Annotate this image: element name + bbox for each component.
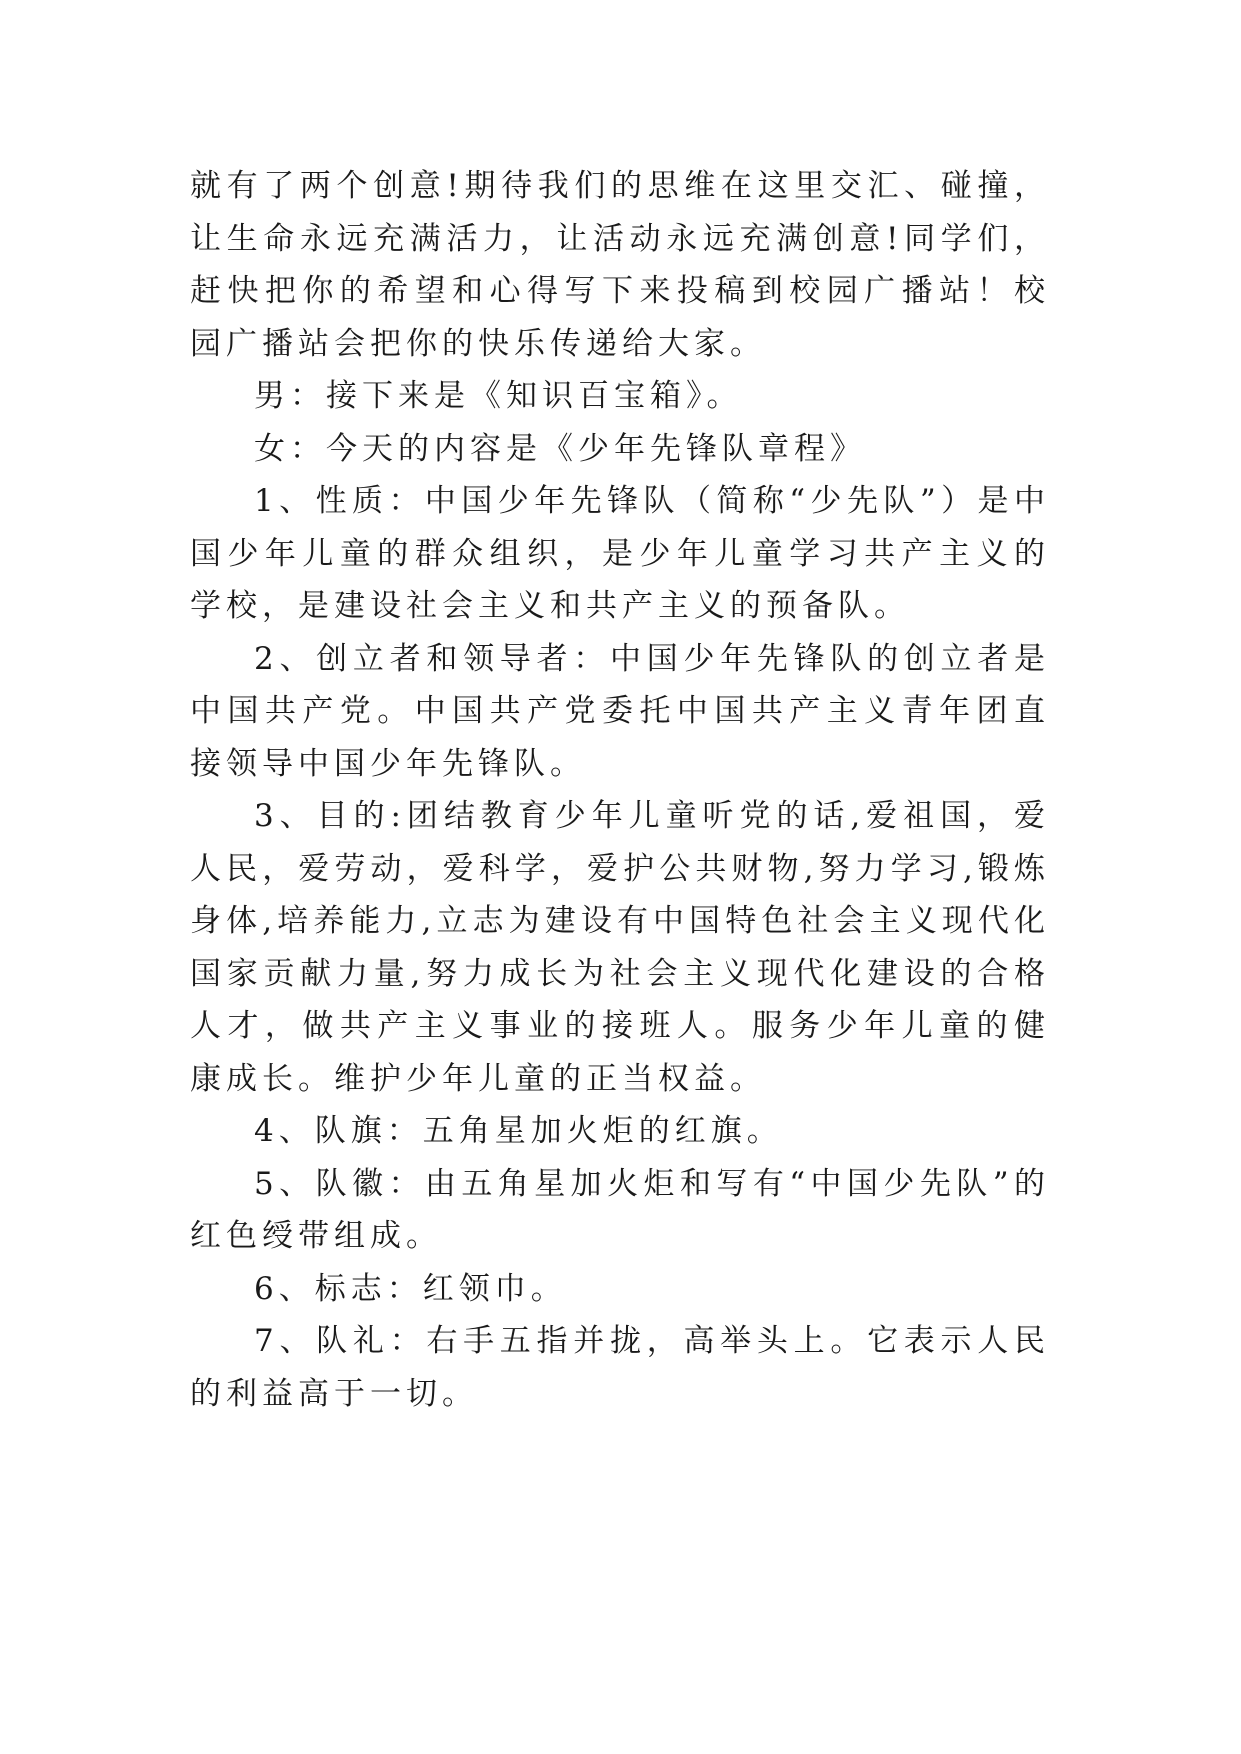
paragraph-item-emblem: 5、队徽：由五角星加火炬和写有“中国少先队”的红色绶带组成。 xyxy=(190,1165,1050,1254)
paragraph-item-flag: 4、队旗：五角星加火炬的红旗。 xyxy=(254,1113,783,1149)
paragraph-item-symbol: 6、标志：红领巾。 xyxy=(254,1270,567,1307)
paragraph-female-host: 女：今天的内容是《少年先锋队章程》 xyxy=(254,430,866,467)
paragraph-item-purpose: 3、目的:团结教育少年儿童听党的话,爱祖国，爱人民，爱劳动，爱科学，爱护公共财物,努力学习,锻炼身体,培养能力,立志为建设有中国特色社会主义现代化国家贡献力量,努力成长为社会主义现代化建设的合格人才，做共产主义事业的接班人。服务少年儿童的健康成长。维护少年儿童的正当权益。 xyxy=(190,798,1050,1097)
paragraph-item-nature: 1、性质：中国少年先锋队（简称“少先队”）是中国少年儿童的群众组织，是少年儿童学习共产主义的学校，是建设社会主义和共产主义的预备队。 xyxy=(190,483,1050,624)
document-body xyxy=(190,160,1050,1420)
paragraph-item-founder: 2、创立者和领导者：中国少年先锋队的创立者是中国共产党。中国共产党委托中国共产主义青年团直接领导中国少年先锋队。 xyxy=(190,640,1050,782)
paragraph-male-host: 男：接下来是《知识百宝箱》。 xyxy=(254,378,743,414)
paragraph-item-salute: 7、队礼：右手五指并拢，高举头上。它表示人民的利益高于一切。 xyxy=(190,1323,1050,1412)
paragraph-intro-continuation: 就有了两个创意!期待我们的思维在这里交汇、碰撞，让生命永远充满活力，让活动永远充满创意!同学们，赶快把你的希望和心得写下来投稿到校园广播站！校园广播站会把你的快乐传递给大家。 xyxy=(190,168,1050,362)
